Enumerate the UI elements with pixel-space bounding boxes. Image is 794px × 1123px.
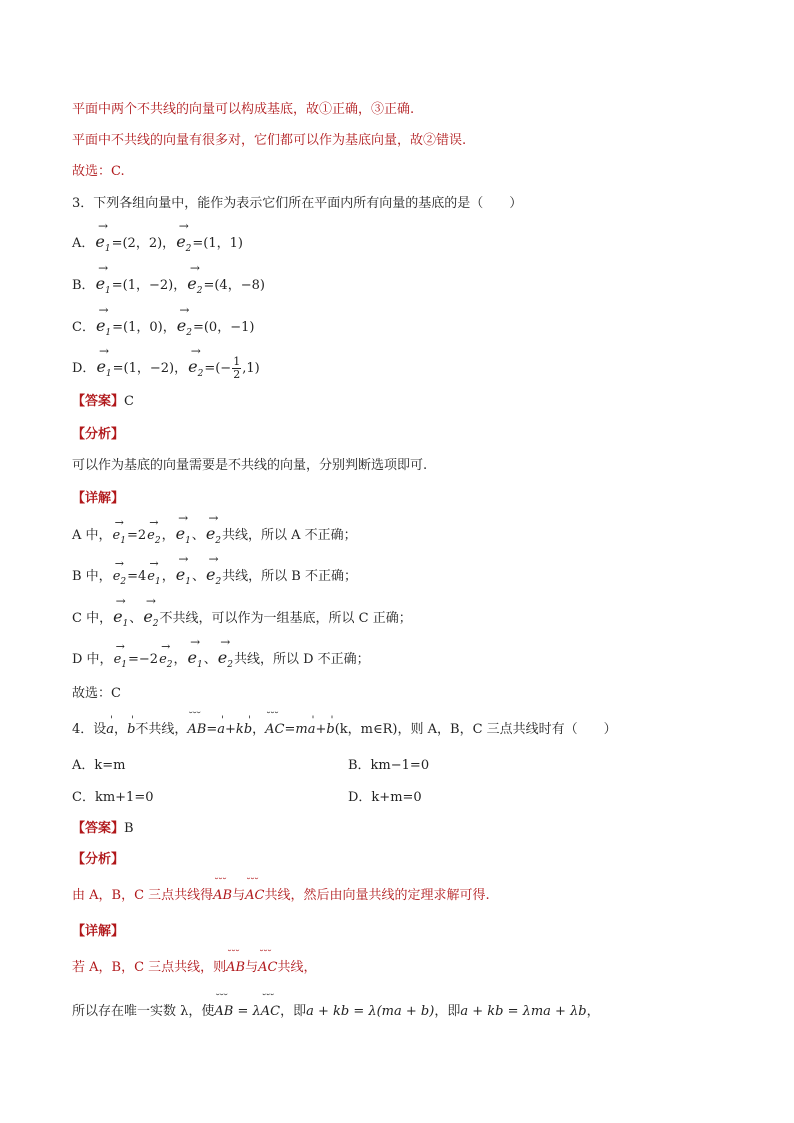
vector-ab: ˘˘˘ AB [226,958,245,978]
option-b [72,274,265,301]
vector-e2: → $e_2$ [218,648,233,675]
detail-prefix: A 中， [72,528,112,543]
vector-b: ' b [127,720,135,740]
vector-ab: ˘˘˘ AB [214,1002,233,1022]
conclusion-line: 故选：C. [72,164,125,179]
conclusion-line: 故选：C [72,686,121,701]
vector-ac: ˘˘˘ AC [261,1002,280,1022]
stem-prefix: 4．设 [72,722,107,737]
option-d [72,356,260,384]
stem-text: = [206,722,218,737]
vector-ac: ˘˘˘ AC [245,886,264,906]
vector-ac: ˘˘˘ AC [265,720,284,740]
analysis-text: 与 [232,888,246,903]
option-b: B．km−1=0 [348,758,430,773]
detail-suffix: 共线，所以 A 不正确； [222,528,357,543]
vector-value: =(0，−1) [192,320,255,335]
vector-a: ' a [106,720,114,740]
detail-text: ，即 [434,1004,461,1019]
answer-tag: 【答案】 [72,394,125,409]
detail-suffix: ， [586,1004,600,1019]
detail-text: = λ [233,1004,261,1019]
vector-e2: → $e_2$ [188,357,203,384]
vector-e1: → $e_1$ [96,357,111,384]
vector-e1: → $e_1$ [95,232,110,259]
detail-suffix: 共线，所以 B 不正确； [222,569,357,584]
answer-value: B [124,821,134,836]
vector-e2: → $e_2$ [187,274,202,301]
option-label: B． [72,278,95,293]
detail-suffix: 不共线，可以作为一组基底，所以 C 正确； [159,611,412,626]
paragraph-line: 平面中不共线的向量有很多对，它们都可以作为基底向量，故②错误. [72,133,467,148]
vector-e2: → $e_2$ [176,232,191,259]
analysis-suffix: 共线，然后由向量共线的定理求解可得. [264,888,490,903]
vector-value: =(2，2)， [111,236,176,251]
answer-line [72,392,134,412]
detail-text: ，即 [280,1004,307,1019]
vector-e1: → $e_1$ [114,650,127,675]
vector-ab: ˘˘˘ AB [187,720,206,740]
fraction-numerator: 1 [233,355,241,368]
relation: =2 [126,528,147,543]
detail-prefix: B 中， [72,569,112,584]
vector-e2: → $e_2$ [177,316,192,343]
vector-e1: → $e_1$ [113,607,128,634]
detail-line-d: D 中，→ $e_1=-2\to e_2$，→ $e_1$、→ $e_2$共线，所以 D 不正确； [72,648,370,675]
paragraph-line: 平面中两个不共线的向量可以构成基底，故①正确，③正确. [72,102,415,117]
stem-text: =m [284,722,308,737]
option-d: D．k+m=0 [348,790,422,805]
detail-prefix: 若 A，B，C 三点共线，则 [72,960,227,975]
detail-line-c: C 中，→ $e_1$、→ $e_2$不共线，可以作为一组基底，所以 C 正确； [72,607,412,634]
vector-e2: → $e_2$ [113,567,126,592]
question-3-stem: 3．下列各组向量中，能作为表示它们所在平面内所有向量的基底的是（ ） [72,196,523,211]
vector-b: ' b [326,720,334,740]
vector-e2: → $e_2$ [147,526,160,551]
option-label: A． [72,236,95,251]
detail-tag: 【详解】 [72,924,125,939]
option-a: A．k=m [72,758,126,773]
option-a [72,232,243,259]
vector-e2: → $e_2$ [206,524,221,551]
vector-e1: → $e_1$ [96,316,111,343]
stem-text: + [315,722,327,737]
detail-prefix: C 中， [72,611,113,626]
vector-ac: ˘˘˘ AC [258,958,277,978]
vector-e1: → $e_1$ [96,274,111,301]
detail-text: 与 [245,960,259,975]
vector-a: ' a [308,720,316,740]
vector-value: =(1，−2)， [112,361,188,376]
fraction [232,356,241,381]
vector-e2: → $e_2$ [206,565,221,592]
option-c [72,316,254,343]
vector-value: =(4，−8) [203,278,265,293]
option-c: C．km+1=0 [72,790,154,805]
vector-a: ' a [217,720,225,740]
detail-prefix: 所以存在唯一实数 λ，使 [72,1004,215,1019]
detail-line-a: A 中，→ $e_1=2\to e_2$，→ $e_1$、→ $e_2$共线，所以 A 不正确； [72,524,357,551]
vector-e1: → $e_1$ [188,648,203,675]
stem-text: (k，m∈R)，则 A，B，C 三点共线时有（ ） [334,722,617,737]
answer-tag: 【答案】 [72,821,125,836]
vector-value: =(1，1) [192,236,243,251]
relation: =4 [127,569,147,584]
vector-e1: → $e_1$ [113,526,126,551]
vector-ab: ˘˘˘ AB [213,886,232,906]
analysis-text [72,886,490,906]
analysis-text: 可以作为基底的向量需要是不共线的向量，分别判断选项即可. [72,458,428,473]
option-label: C． [72,320,95,335]
question-4-stem: 4．设' a，' b不共线，˘˘˘ AB=' a+k' b，˘˘˘ AC=m' a+' b(k，m∈R)，则 A，B，C 三点共线时有（ ） [72,720,617,740]
analysis-tag: 【分析】 [72,852,125,867]
answer-line [72,819,134,839]
math-expression: a + kb = λ(ma + b) [306,1004,435,1019]
detail-tag: 【详解】 [72,491,125,506]
relation: =−2 [128,652,159,667]
stem-text: +k [225,722,244,737]
fraction-denominator: 2 [233,368,241,381]
detail-line-1 [72,958,316,978]
detail-line-2 [72,1002,600,1022]
detail-suffix: 共线，所以 D 不正确； [233,652,370,667]
vector-value: =(− [204,361,232,376]
detail-line-b: B 中，→ $e_2=4\to e_1$，→ $e_1$、→ $e_2$共线，所以 B 不正确； [72,565,357,592]
vector-e2: → $e_2$ [143,607,158,634]
vector-e1: → $e_1$ [176,565,191,592]
math-expression: a + kb = λma + λb [460,1004,587,1019]
vector-b: ' b [244,720,252,740]
vector-e1: → $e_1$ [176,524,191,551]
vector-value: =(1，−2)， [111,278,187,293]
detail-prefix: D 中， [72,652,113,667]
vector-e2: → $e_2$ [159,650,172,675]
option-label: D． [72,361,96,376]
vector-value: =(1，0)， [112,320,176,335]
answer-value: C [124,394,134,409]
vector-value: ,1) [242,361,260,376]
analysis-prefix: 由 A，B，C 三点共线得 [72,888,214,903]
stem-text: 不共线， [135,722,188,737]
detail-suffix: 共线， [277,960,317,975]
vector-e1: → $e_1$ [147,567,160,592]
analysis-tag: 【分析】 [72,427,125,442]
